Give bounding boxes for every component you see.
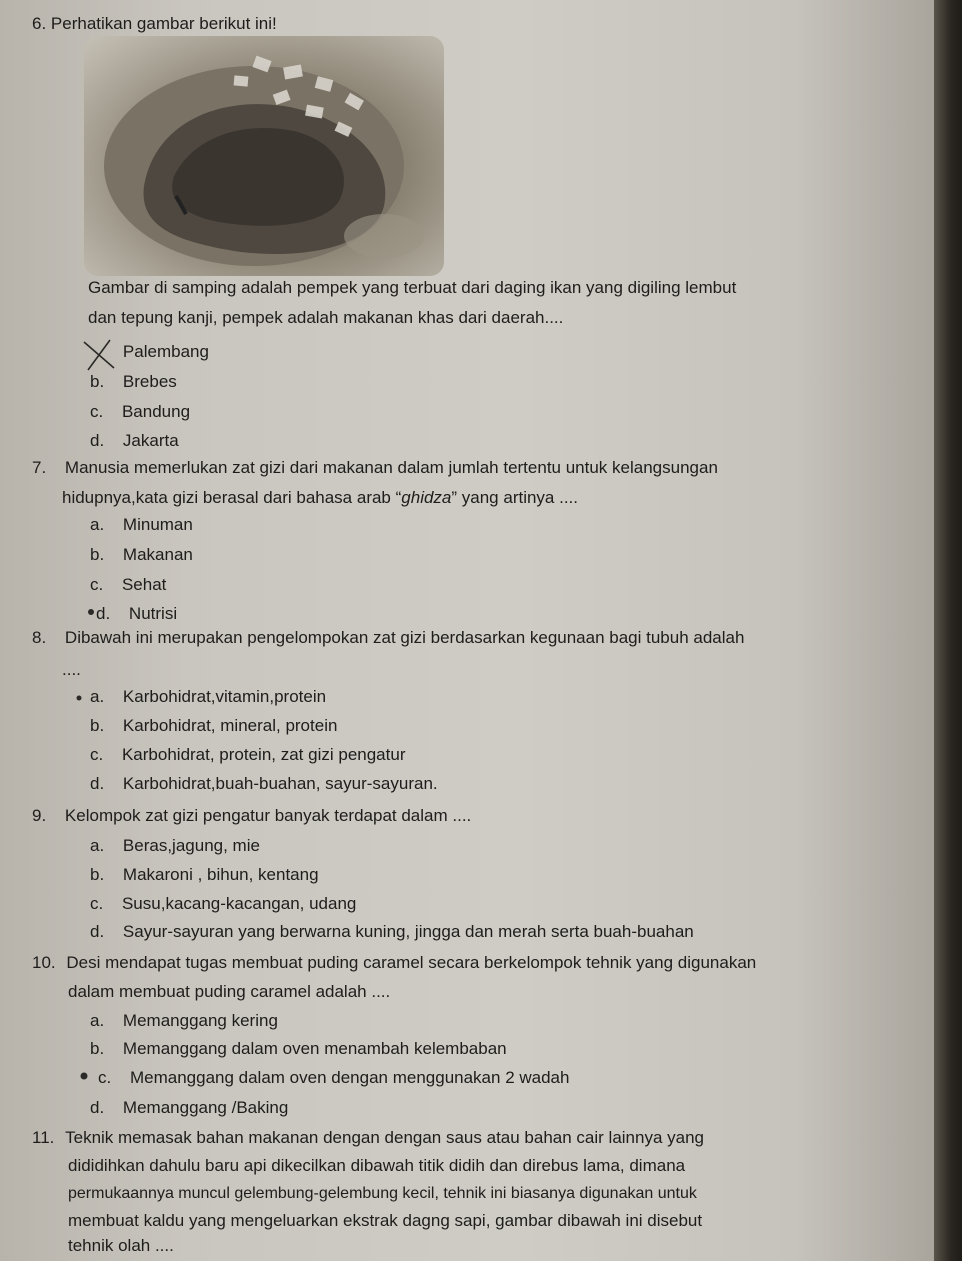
question-9-option-a[interactable] — [90, 836, 260, 856]
question-7-text-line1: Manusia memerlukan zat gizi dari makanan dalam jumlah tertentu untuk kelangsungan — [64, 458, 718, 477]
question-11-text-line1: Teknik memasak bahan makanan dengan dengan saus atau bahan cair lainnya yang — [65, 1128, 704, 1147]
question-9-option-b[interactable] — [90, 865, 319, 885]
question-7-option-a[interactable] — [90, 515, 193, 535]
option-letter: d. — [90, 1098, 105, 1117]
option-text: Memanggang dalam oven menambah kelembaban — [122, 1039, 507, 1058]
option-letter: b. — [90, 865, 105, 884]
question-8-text-line1: Dibawah ini merupakan pengelompokan zat gizi berdasarkan kegunaan bagi tubuh adalah — [64, 628, 745, 647]
option-letter: c. — [90, 402, 104, 421]
option-text: Karbohidrat, protein, zat gizi pengatur — [121, 745, 406, 764]
question-10-number: 10. — [32, 953, 56, 972]
pempek-photo — [84, 36, 444, 276]
question-11-text-line2: dididihkan dahulu baru api dikecilkan dibawah titik didih dan direbus lama, dimana — [68, 1156, 686, 1175]
option-letter: b. — [90, 545, 105, 564]
question-6-text-line1: Gambar di samping adalah pempek yang terbuat dari daging ikan yang digiling lembut — [88, 278, 737, 297]
option-letter: d. — [90, 431, 105, 450]
question-6-header — [32, 14, 277, 34]
question-10-option-d[interactable] — [90, 1098, 288, 1118]
question-6-prompt: Perhatikan gambar berikut ini! — [50, 14, 277, 33]
question-7-option-b[interactable] — [90, 545, 193, 565]
option-text: Karbohidrat,vitamin,protein — [122, 687, 327, 706]
option-text: Beras,jagung, mie — [122, 836, 260, 855]
question-8-option-b[interactable] — [90, 716, 337, 736]
question-11-text-line4: membuat kaldu yang mengeluarkan ekstrak dagng sapi, gambar dibawah ini disebut — [68, 1211, 703, 1230]
question-11-text-line3: permukaannya muncul gelembung-gelembung kecil, tehnik ini biasanya digunakan untuk — [68, 1185, 697, 1202]
question-11-text-line5: tehnik olah .... — [68, 1236, 174, 1255]
option-letter: d. — [96, 604, 111, 623]
question-7-line1 — [32, 458, 718, 478]
question-7-option-d[interactable] — [90, 604, 177, 624]
answer-dot-mark — [74, 693, 84, 703]
question-8-line1 — [32, 628, 744, 648]
option-text: Bandung — [121, 402, 191, 421]
question-9-number: 9. — [32, 806, 47, 825]
question-7-number: 7. — [32, 458, 47, 477]
option-text: Memanggang dalam oven dengan menggunakan 2 wadah — [129, 1068, 570, 1087]
option-text: Jakarta — [122, 431, 179, 450]
question-8-option-d[interactable] — [90, 774, 438, 794]
option-letter: c. — [90, 745, 104, 764]
option-text: Memanggang /Baking — [122, 1098, 289, 1117]
question-7-text-line2-after: ” yang artinya .... — [451, 488, 579, 507]
option-text: Minuman — [122, 515, 193, 534]
question-8-option-c[interactable] — [90, 745, 405, 765]
question-8-option-a[interactable] — [90, 687, 326, 707]
option-letter: b. — [90, 716, 105, 735]
question-9-option-d[interactable] — [90, 922, 694, 942]
question-6-option-b[interactable] — [90, 372, 177, 392]
option-text: Sayur-sayuran yang berwarna kuning, jingga dan merah serta buah-buahan — [122, 922, 694, 941]
question-10-option-a[interactable] — [90, 1011, 278, 1031]
question-9-line1 — [32, 806, 471, 826]
question-6-option-a[interactable] — [90, 342, 209, 362]
question-7-text-line2 — [62, 488, 578, 508]
question-6-option-d[interactable] — [90, 431, 179, 451]
question-8-text-line2: .... — [62, 660, 81, 679]
option-text: Brebes — [122, 372, 177, 391]
question-7-text-line2-italic: ghidza — [401, 488, 452, 507]
question-8-number: 8. — [32, 628, 47, 647]
question-10-line1 — [32, 953, 756, 973]
option-text: Makanan — [122, 545, 193, 564]
option-letter: d. — [90, 774, 105, 793]
option-letter: c. — [90, 575, 104, 594]
page-edge-shadow — [934, 0, 962, 1261]
option-text: Karbohidrat, mineral, protein — [122, 716, 338, 735]
option-letter: b. — [90, 1039, 105, 1058]
option-letter: c. — [98, 1068, 112, 1087]
pempek-illustration — [84, 36, 444, 276]
option-letter: a. — [90, 1011, 105, 1030]
option-text: Palembang — [122, 342, 209, 361]
option-text: Makaroni , bihun, kentang — [122, 865, 319, 884]
question-10-option-b[interactable] — [90, 1039, 507, 1059]
question-11-number: 11. — [32, 1128, 55, 1147]
option-text: Memanggang kering — [122, 1011, 278, 1030]
answer-dot-mark — [78, 1070, 90, 1082]
option-letter: c. — [90, 894, 104, 913]
option-letter: a. — [90, 687, 105, 706]
option-letter: d. — [90, 922, 105, 941]
question-10-text-line1: Desi mendapat tugas membuat puding caramel secara berkelompok tehnik yang digunakan — [66, 953, 757, 972]
question-7-option-c[interactable] — [90, 575, 166, 595]
option-letter: b. — [90, 372, 105, 391]
question-10-text-line2: dalam membuat puding caramel adalah .... — [68, 982, 391, 1001]
question-9-text-line1: Kelompok zat gizi pengatur banyak terdapat dalam .... — [64, 806, 472, 825]
question-6-number: 6. — [32, 14, 47, 33]
question-9-option-c[interactable] — [90, 894, 356, 914]
question-6-option-c[interactable] — [90, 402, 190, 422]
question-11-line1 — [32, 1128, 704, 1148]
option-text: Karbohidrat,buah-buahan, sayur-sayuran. — [122, 774, 438, 793]
option-text: Susu,kacang-kacangan, udang — [121, 894, 357, 913]
question-6-text-line2: dan tepung kanji, pempek adalah makanan khas dari daerah.... — [88, 308, 564, 327]
option-letter: a. — [90, 515, 105, 534]
option-text: Sehat — [121, 575, 167, 594]
option-text: Nutrisi — [128, 604, 178, 623]
question-10-option-c[interactable] — [90, 1068, 569, 1088]
question-7-text-line2-before: hidupnya,kata gizi berasal dari bahasa arab “ — [62, 488, 402, 507]
option-letter: a. — [90, 836, 105, 855]
